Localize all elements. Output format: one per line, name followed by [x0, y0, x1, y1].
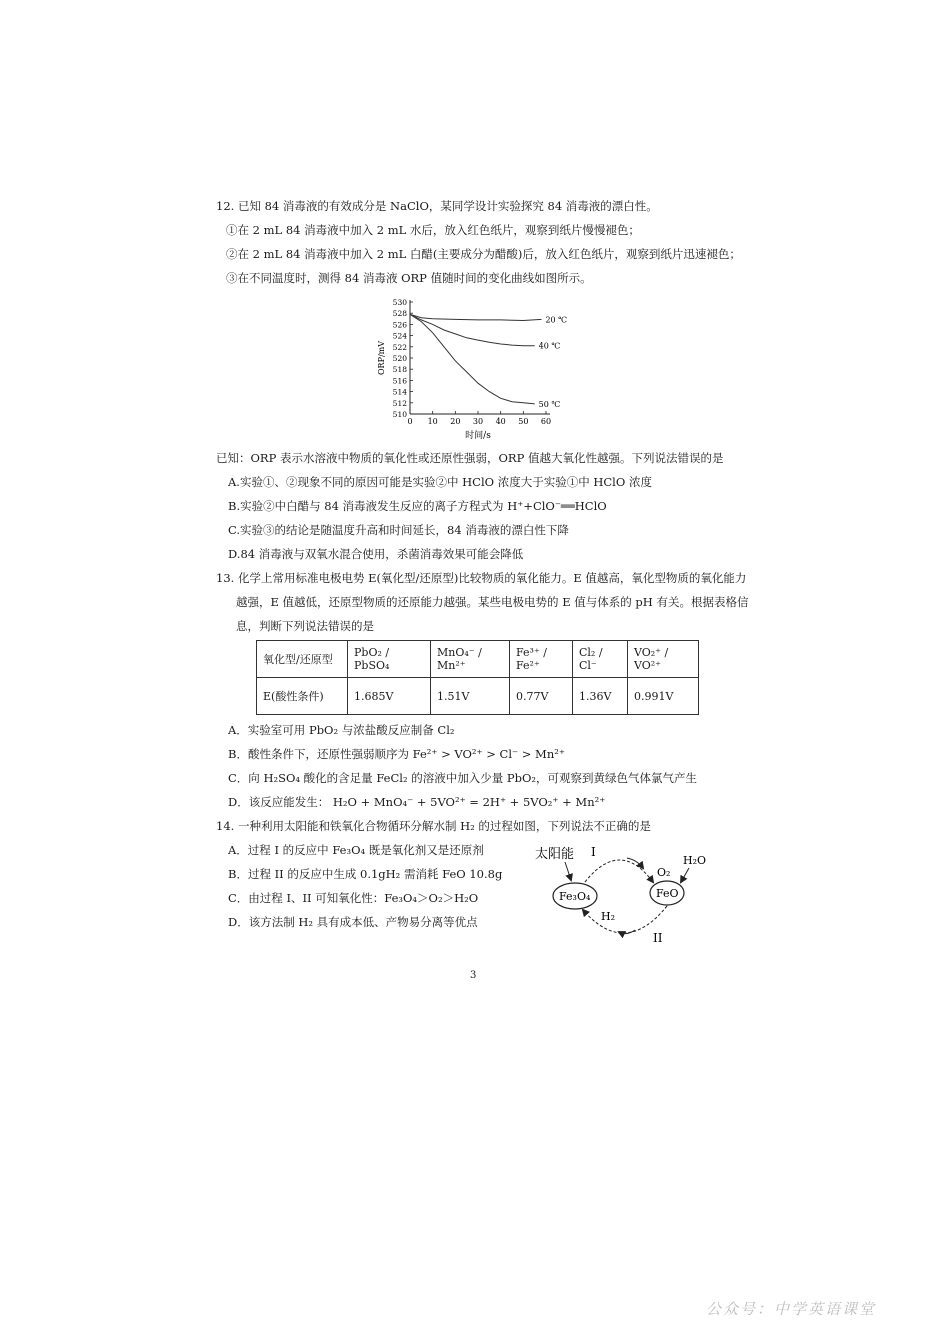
feo-label: FeO	[656, 887, 679, 900]
x-axis-title: 时间/s	[465, 431, 491, 441]
y-tick-label: 522	[392, 342, 407, 352]
orp-chart	[370, 296, 590, 446]
iron-oxide-cycle-diagram	[525, 838, 725, 948]
table-cell: 0.991V	[628, 678, 699, 715]
y-tick-label: 510	[392, 410, 407, 419]
y-tick-label: 520	[392, 354, 407, 363]
q12-option-a: A.实验①、②现象不同的原因可能是实验②中 HClO 浓度大于实验①中 HClO 浓度	[228, 475, 652, 489]
q13-stem-line-1: 13. 化学上常用标准电极电势 E(氧化型/还原型)比较物质的氧化能力。E 值越高，氧化型物质的氧化能力	[216, 571, 747, 585]
sun-label: 太阳能	[535, 847, 575, 862]
table-cell: 1.36V	[573, 678, 628, 715]
o2-release-arrow	[627, 858, 643, 868]
table-row	[257, 678, 699, 715]
q14-stem: 14. 一种利用太阳能和铁氧化合物循环分解水制 H₂ 的过程如图，下列说法不正确的是	[216, 819, 651, 833]
x-tick-label: 30	[472, 417, 484, 426]
table-cell: 1.51V	[431, 678, 510, 715]
watermark: 公众号：中学英语课堂	[706, 1300, 877, 1318]
q14-option-b: B．过程 II 的反应中生成 0.1gH₂ 需消耗 FeO 10.8g	[228, 867, 503, 881]
y-axis-title: ORP/mV	[377, 340, 386, 376]
y-tick-label: 530	[392, 298, 407, 307]
x-tick-label: 50	[518, 417, 529, 426]
q12-option-b: B.实验②中白醋与 84 消毒液发生反应的离子方程式为 H⁺+ClO⁻══HClO	[228, 499, 607, 513]
q12-item-2: ②在 2 mL 84 消毒液中加入 2 mL 白醋(主要成分为醋酸)后，放入红色纸片，观察到纸片迅速褪色；	[226, 247, 741, 261]
y-tick-label: 514	[392, 387, 407, 397]
q13-option-d: D．该反应能发生： H₂O + MnO₄⁻ + 5VO²⁺ = 2H⁺ + 5VO₂⁺ + Mn²⁺	[228, 795, 606, 809]
h2-release-arrow	[619, 930, 635, 934]
step-2-label: II	[653, 931, 663, 945]
fe3o4-label: Fe₃O₄	[559, 890, 591, 903]
series-label: 20 ℃	[545, 315, 568, 325]
table-header-row	[257, 641, 699, 678]
q13-stem-line-3: 息，判断下列说法错误的是	[236, 619, 374, 633]
table-header-cell: Fe³⁺ / Fe²⁺	[510, 641, 573, 678]
x-tick-label: 10	[427, 417, 438, 426]
q12-option-c: C.实验③的结论是随温度升高和时间延长，84 消毒液的漂白性下降	[228, 523, 569, 537]
series-label: 50 ℃	[538, 399, 561, 409]
x-tick-label: 60	[540, 417, 552, 426]
q13-option-c: C．向 H₂SO₄ 酸化的含足量 FeCl₂ 的溶液中加入少量 PbO₂，可观察到黄绿色气体氯气产生	[228, 771, 698, 785]
x-tick-label: 20	[450, 417, 461, 426]
process-2-arc	[583, 906, 667, 933]
q12-option-d: D.84 消毒液与双氧水混合使用，杀菌消毒效果可能会降低	[228, 547, 524, 561]
table-header-cell: PbO₂ / PbSO₄	[348, 641, 431, 678]
y-tick-label: 512	[392, 398, 407, 408]
table-header-cell: 氧化型/还原型	[257, 641, 348, 678]
series-line	[410, 314, 535, 404]
table-header-cell: VO₂⁺ / VO²⁺	[628, 641, 699, 678]
y-tick-label: 518	[392, 365, 407, 375]
q12-item-1: ①在 2 mL 84 消毒液中加入 2 mL 水后，放入红色纸片，观察到纸片慢慢褪色；	[226, 223, 640, 237]
y-tick-label: 516	[392, 376, 407, 386]
y-tick-label: 526	[392, 320, 407, 330]
table-cell: E(酸性条件)	[257, 678, 348, 715]
series-line	[410, 314, 535, 345]
q12-known: 已知：ORP 表示水溶液中物质的氧化性或还原性强弱，ORP 值越大氧化性越强。下列说法错误的是	[216, 451, 724, 465]
q13-stem-line-2: 越强，E 值越低，还原型物质的还原能力越强。某些电极电势的 E 值与体系的 pH 有关。根据表格信	[236, 595, 749, 609]
h2o-input-arrow	[681, 868, 689, 882]
table-cell: 0.77V	[510, 678, 573, 715]
x-tick-label: 40	[495, 417, 506, 426]
o2-label: O₂	[657, 866, 671, 879]
electrode-potential-table	[256, 640, 699, 715]
y-tick-label: 528	[392, 309, 407, 319]
h2o-label: H₂O	[683, 854, 707, 867]
q13-option-b: B．酸性条件下，还原性强弱顺序为 Fe²⁺ > VO²⁺ > Cl⁻ > Mn²⁺	[228, 747, 565, 761]
table-header-cell: Cl₂ / Cl⁻	[573, 641, 628, 678]
q14-option-c: C．由过程 I、II 可知氧化性：Fe₃O₄＞O₂＞H₂O	[228, 891, 479, 905]
y-tick-label: 524	[392, 331, 407, 341]
process-1-arc	[585, 860, 653, 882]
q12-stem: 12. 已知 84 消毒液的有效成分是 NaClO，某同学设计实验探究 84 消毒液的漂白性。	[216, 199, 658, 213]
q12-item-3: ③在不同温度时，测得 84 消毒液 ORP 值随时间的变化曲线如图所示。	[226, 271, 592, 285]
x-tick-label: 0	[407, 417, 413, 426]
step-1-label: I	[591, 845, 596, 859]
series-line	[410, 314, 542, 320]
series-label: 40 ℃	[538, 341, 561, 351]
table-cell: 1.685V	[348, 678, 431, 715]
q14-option-a: A．过程 I 的反应中 Fe₃O₄ 既是氧化剂又是还原剂	[228, 843, 484, 857]
sunlight-arrow	[565, 862, 571, 880]
table-header-cell: MnO₄⁻ / Mn²⁺	[431, 641, 510, 678]
q14-option-d: D．该方法制 H₂ 具有成本低、产物易分离等优点	[228, 915, 478, 929]
h2-label: H₂	[601, 910, 616, 923]
q13-option-a: A．实验室可用 PbO₂ 与浓盐酸反应制备 Cl₂	[228, 723, 455, 737]
page-number: 3	[470, 970, 477, 981]
